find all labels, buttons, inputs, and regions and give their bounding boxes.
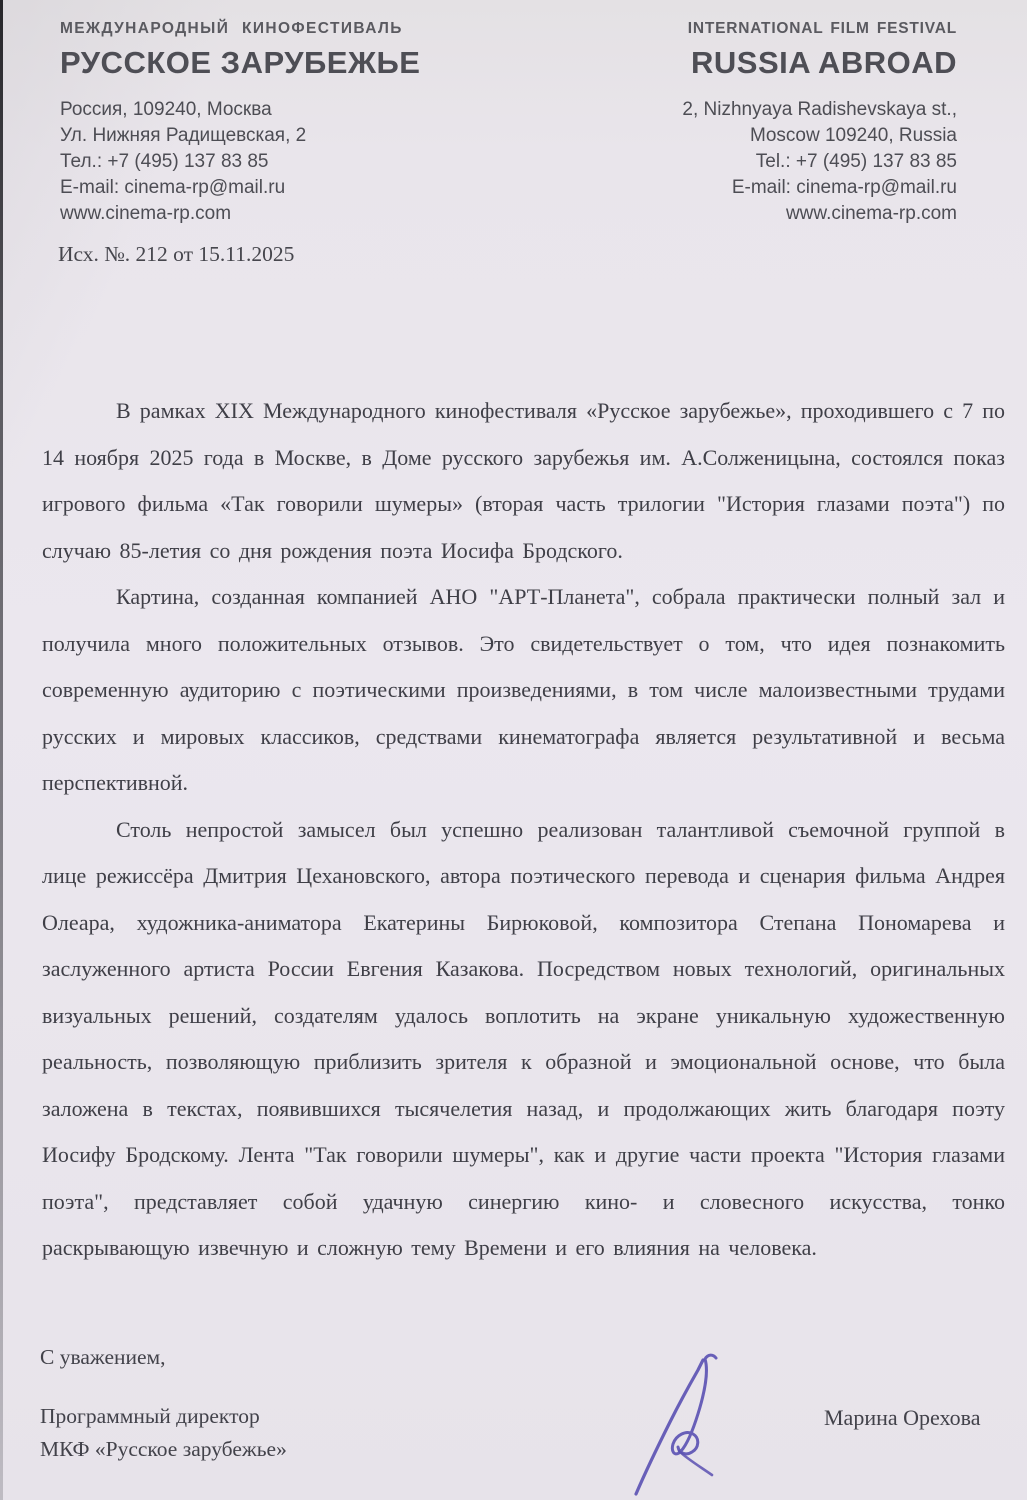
handwritten-signature-icon <box>612 1348 762 1500</box>
letterhead <box>60 20 957 227</box>
address-line: Россия, 109240, Москва <box>60 99 272 120</box>
address-line: Ул. Нижняя Радищевская, 2 <box>60 125 307 146</box>
website-line: www.cinema-rp.com <box>785 203 957 224</box>
signer-title-line2: МКФ «Русское зарубежье» <box>40 1437 287 1461</box>
festival-name-en: RUSSIA ABROAD <box>691 45 957 80</box>
festival-name-ru: РУССКОЕ ЗАРУБЕЖЬЕ <box>60 45 421 80</box>
address-block-ru <box>60 97 420 227</box>
signer-name: Марина Орехова <box>824 1405 981 1430</box>
letter-body <box>42 388 1005 1272</box>
phone-line: Tel.: +7 (495) 137 83 85 <box>755 151 957 172</box>
paragraph-3: Столь непростой замысел был успешно реализован талантливой съемочной группой в лице режиссёра Дмитрия Цехановского, автора поэтического перевода и сценария фильма Андрея Олеара, художника-аниматора Екатерины Бирюковой, композитора Степана Пономарева и заслуженного артиста России Евгения Казакова. Посредством новых технологий, оригинальных визуальных решений, создателям удалось воплотить на экране уникальную художественную реальность, позволяющую приблизить зрителя к образной и эмоциональной основе, что была заложена в текстах, появившихся тысячелетия назад, и продолжающих жить благодаря поэту Иосифу Бродскому. Лента "Так говорили шумеры", как и другие части проекта "История глазами поэта", представляет собой удачную синергию кино- и словесного искусства, тонко раскрывающую извечную и сложную тему Времени и его влияния на человека. <box>42 816 1005 1260</box>
letterhead-right <box>682 20 957 227</box>
email-line: E-mail: cinema-rp@mail.ru <box>731 177 957 198</box>
festival-type-en: INTERNATIONAL FILM FESTIVAL <box>687 20 957 37</box>
paragraph-1: В рамках XIX Международного кинофестиваля «Русское зарубежье», проходившего с 7 по 14 ноября 2025 года в Москве, в Доме русского зарубежья им. А.Солженицына, состоялся показ игрового фильма «Так говорили шумеры» (вторая часть трилогии "История глазами поэта") по случаю 85-летия со дня рождения поэта Иосифа Бродского. <box>42 398 1005 563</box>
festival-type-ru: МЕЖДУНАРОДНЫЙ КИНОФЕСТИВАЛЬ <box>60 20 403 37</box>
email-line: E-mail: cinema-rp@mail.ru <box>60 177 286 198</box>
letterhead-left <box>60 20 420 227</box>
salutation: С уважением, <box>40 1345 166 1369</box>
address-line: Moscow 109240, Russia <box>750 125 957 146</box>
scan-edge-artifact <box>0 0 3 1500</box>
address-line: 2, Nizhnyaya Radishevskaya st., <box>682 99 957 120</box>
paragraph-2: Картина, созданная компанией АНО "АРТ-Планета", собрала практически полный зал и получила много положительных отзывов. Это свидетельствует о том, что идея познакомить современную аудиторию с поэтическими произведениями, в том числе малоизвестными трудами русских и мировых классиков, средствами кинематографа является результативной и весьма перспективной. <box>42 584 1005 795</box>
phone-line: Тел.: +7 (495) 137 83 85 <box>60 151 269 172</box>
address-block-en <box>682 97 957 227</box>
reference-number-line: Исх. №. 212 от 15.11.2025 <box>58 242 295 266</box>
signer-title-line1: Программный директор <box>40 1404 260 1428</box>
website-line: www.cinema-rp.com <box>60 203 232 224</box>
signer-title <box>40 1400 287 1466</box>
